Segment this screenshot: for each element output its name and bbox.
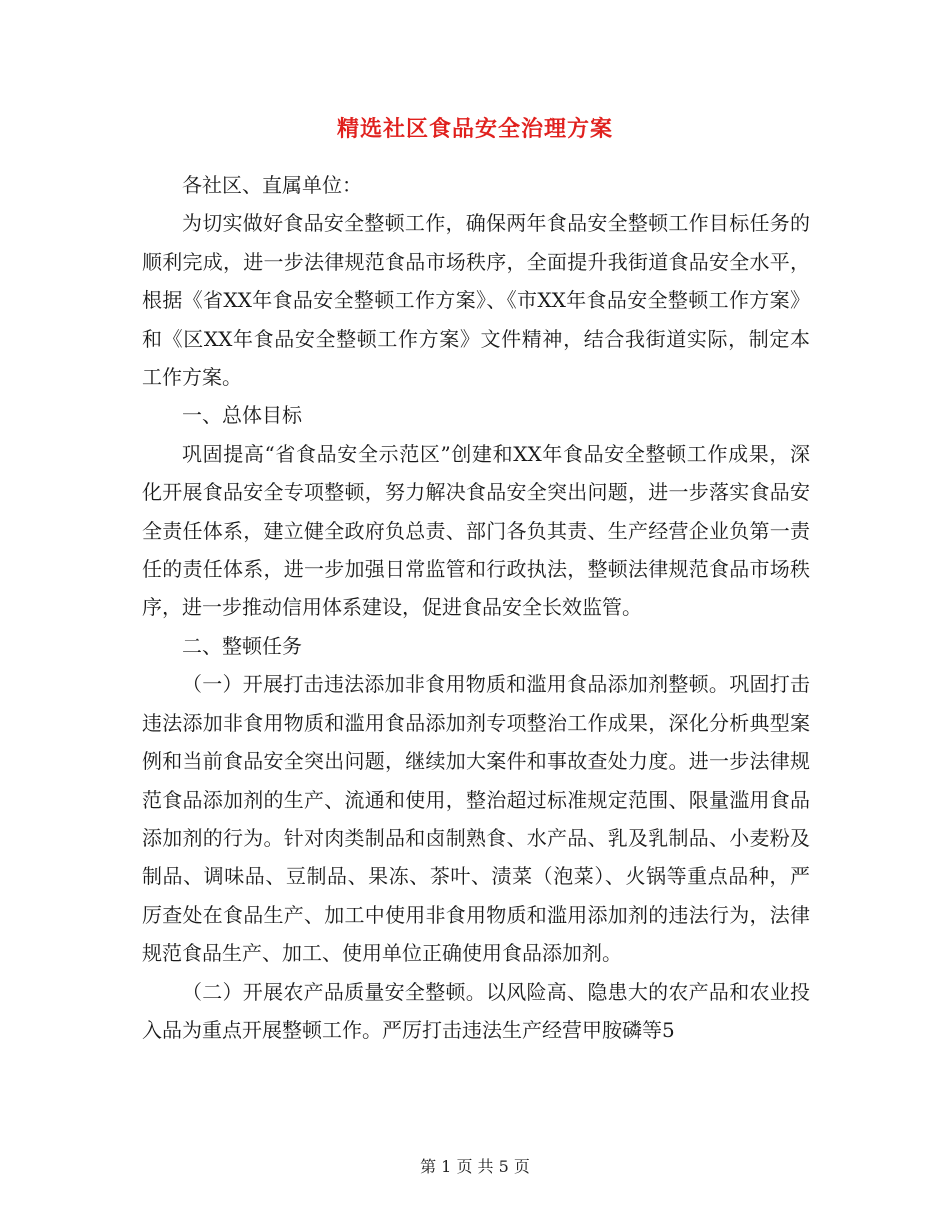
section-heading-tasks: 二、整顿任务 bbox=[182, 633, 302, 658]
document-title: 精选社区食品安全治理方案 bbox=[336, 116, 613, 142]
task-one-paragraph: （一）开展打击违法添加非食用物质和滥用食品添加剂整顿。巩固打击违法添加非食用物质和滥用食品添加剂专项整治工作成果，深化分析典型案例和当前食品安全突出问题，继续加大案件和事故查处力度。进一步法律规范食品添加剂的生产、流通和使用，整治超过标准规定范围、限量滥用食品添加剂的行为。针对肉类制品和卤制熟食、水产品、乳及乳制品、小麦粉及制品、调味品、豆制品、果冻、茶叶、渍菜（泡菜）、火锅等重点品种，严厉查处在食品生产、加工中使用非食用物质和滥用添加剂的违法行为，法律规范食品生产、加工、使用单位正确使用食品添加剂。 bbox=[142, 672, 810, 966]
document-body bbox=[142, 166, 810, 1049]
task-two-paragraph: （二）开展农产品质量安全整顿。以风险高、隐患大的农产品和农业投入品为重点开展整顿工作。严厉打击违法生产经营甲胺磷等5 bbox=[142, 979, 810, 1042]
page-number-footer: 第 1 页 共 5 页 bbox=[420, 1157, 530, 1176]
intro-paragraph: 为切实做好食品安全整顿工作，确保两年食品安全整顿工作目标任务的顺利完成，进一步法律规范食品市场秩序，全面提升我街道食品安全水平，根据《省XX年食品安全整顿工作方案》、《市XX年食品安全整顿工作方案》和《区XX年食品安全整顿工作方案》文件精神，结合我街道实际，制定本工作方案。 bbox=[142, 211, 810, 390]
section-heading-overall-goal: 一、总体目标 bbox=[182, 403, 302, 428]
salutation-paragraph: 各社区、直属单位： bbox=[182, 173, 362, 197]
overall-goal-paragraph: 巩固提高“省食品安全示范区”创建和XX年食品安全整顿工作成果，深化开展食品安全专项整顿，努力解决食品安全突出问题，进一步落实食品安全责任体系，建立健全政府负总责、部门各负其责、生产经营企业负第一责任的责任体系，进一步加强日常监管和行政执法，整顿法律规范食品市场秩序，进一步推动信用体系建设，促进食品安全长效监管。 bbox=[142, 441, 810, 620]
